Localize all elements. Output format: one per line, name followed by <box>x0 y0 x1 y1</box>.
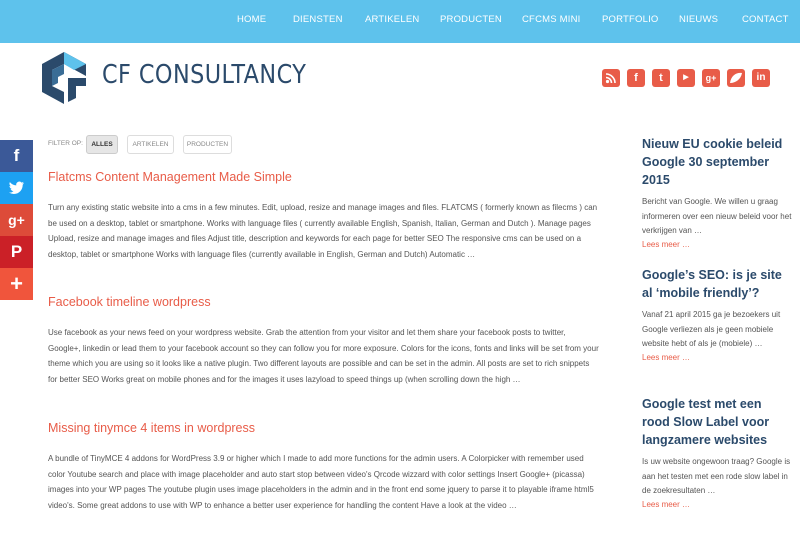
nav-cfcms-mini[interactable]: CFCMS MINI <box>522 14 581 25</box>
youtube-icon[interactable]: ▶ <box>677 69 695 87</box>
top-navigation <box>0 0 800 43</box>
sidebar-news-item <box>642 266 792 362</box>
news-text: Is uw website ongewoon traag? Google is aan het testen met een rode slow label in de zoekresultaten … <box>642 457 791 495</box>
twitter-icon[interactable]: t <box>652 69 670 87</box>
nav-nieuws[interactable]: NIEUWS <box>679 14 719 25</box>
nav-diensten[interactable]: DIENSTEN <box>293 14 343 25</box>
site-title[interactable]: CF CONSULTANCY <box>102 60 307 90</box>
news-title[interactable]: Google’s SEO: is je site al ‘mobile friendly’? <box>642 268 782 300</box>
filter-alles[interactable]: ALLES <box>86 135 118 154</box>
share-google-plus-icon[interactable]: g+ <box>0 204 33 236</box>
post-item <box>48 421 600 513</box>
news-title[interactable]: Google test met een rood Slow Label voor langzamere websites <box>642 397 770 447</box>
sidebar-news-item <box>642 135 792 249</box>
rss-icon[interactable] <box>602 69 620 87</box>
facebook-icon[interactable]: f <box>627 69 645 87</box>
post-excerpt: Use facebook as your news feed on your wordpress website. Grab the attention from your visitor and let them share your facebook posts to twitter, Google+, linkedin or lead them to your facebook account so they can follow you for more exposure. Colors for the icons, fonts and links will be set from your theme which you are using so it looks like a native plugin. Two different layouts are possible and can be set in the admin. All posts are set to rich snippets for better SEO Works great on mobile phones and for the images it uses lazyload to speed things up (when scrolling down the high … <box>48 328 599 384</box>
cf-logo-icon[interactable] <box>40 52 88 104</box>
post-title[interactable]: Flatcms Content Management Made Simple <box>48 170 292 184</box>
nav-contact[interactable]: CONTACT <box>742 14 789 25</box>
share-facebook-icon[interactable]: f <box>0 140 33 172</box>
nav-portfolio[interactable]: PORTFOLIO <box>602 14 659 25</box>
news-text: Vanaf 21 april 2015 ga je bezoekers uit Google verliezen als je geen mobiele website hebt of als je (mobiele) … <box>642 310 781 348</box>
post-excerpt: A bundle of TinyMCE 4 addons for WordPress 3.9 or higher which I made to add more functions for the admin users. A Colorpicker with remember used color Youtube search and place with image placeholder and auto start stop between video's Qrcode wizzard with color settings Insert Google+ (picassa) images into your WP pages The youtube plugin uses image placeholders in the admin and in the front end some jquery to parse it to playable iframe html5 video's. Some great addons to use with WP to enhance a better user experience for handling the content Have a look at the video … <box>48 454 594 510</box>
news-text: Bericht van Google. We willen u graag informeren over een nieuw beleid voor het verkrijgen van … <box>642 197 792 235</box>
post-title[interactable]: Facebook timeline wordpress <box>48 295 211 309</box>
share-more-icon[interactable]: + <box>0 268 33 300</box>
post-title[interactable]: Missing tinymce 4 items in wordpress <box>48 421 256 435</box>
nav-artikelen[interactable]: ARTIKELEN <box>365 14 420 25</box>
linkedin-icon[interactable]: in <box>752 69 770 87</box>
share-twitter-icon[interactable] <box>0 172 33 204</box>
read-more-link[interactable]: Lees meer … <box>642 499 691 509</box>
filter-artikelen[interactable]: ARTIKELEN <box>127 135 174 154</box>
google-plus-icon[interactable]: g+ <box>702 69 720 87</box>
leaf-icon[interactable] <box>727 69 745 87</box>
share-pinterest-icon[interactable]: P <box>0 236 33 268</box>
sidebar-news-item <box>642 395 792 509</box>
nav-home[interactable]: HOME <box>237 14 267 25</box>
post-item <box>48 170 600 262</box>
read-more-link[interactable]: Lees meer … <box>642 239 691 249</box>
filter-producten[interactable]: PRODUCTEN <box>183 135 232 154</box>
filter-label: FILTER OP: <box>48 140 83 147</box>
nav-producten[interactable]: PRODUCTEN <box>440 14 502 25</box>
news-title[interactable]: Nieuw EU cookie beleid Google 30 september 2015 <box>642 137 783 187</box>
post-item <box>48 295 600 387</box>
read-more-link[interactable]: Lees meer … <box>642 352 691 362</box>
post-excerpt: Turn any existing static website into a cms in a few minutes. Edit, upload, resize and manage images and files. FLATCMS ( formerly known as filecms ) can be used on a desktop, tablet or smartphone. Works with language files ( currently available English, Spanish, Italian, German and Dutch ). Manage pages Upload, resize and manage images and files Adjust title, description and keywords for each page for better SEO The responsive cms can be used on a desktop, tablet or smartphone Works with language files (currently available in English, German and Dutch) Automatic … <box>48 203 598 259</box>
